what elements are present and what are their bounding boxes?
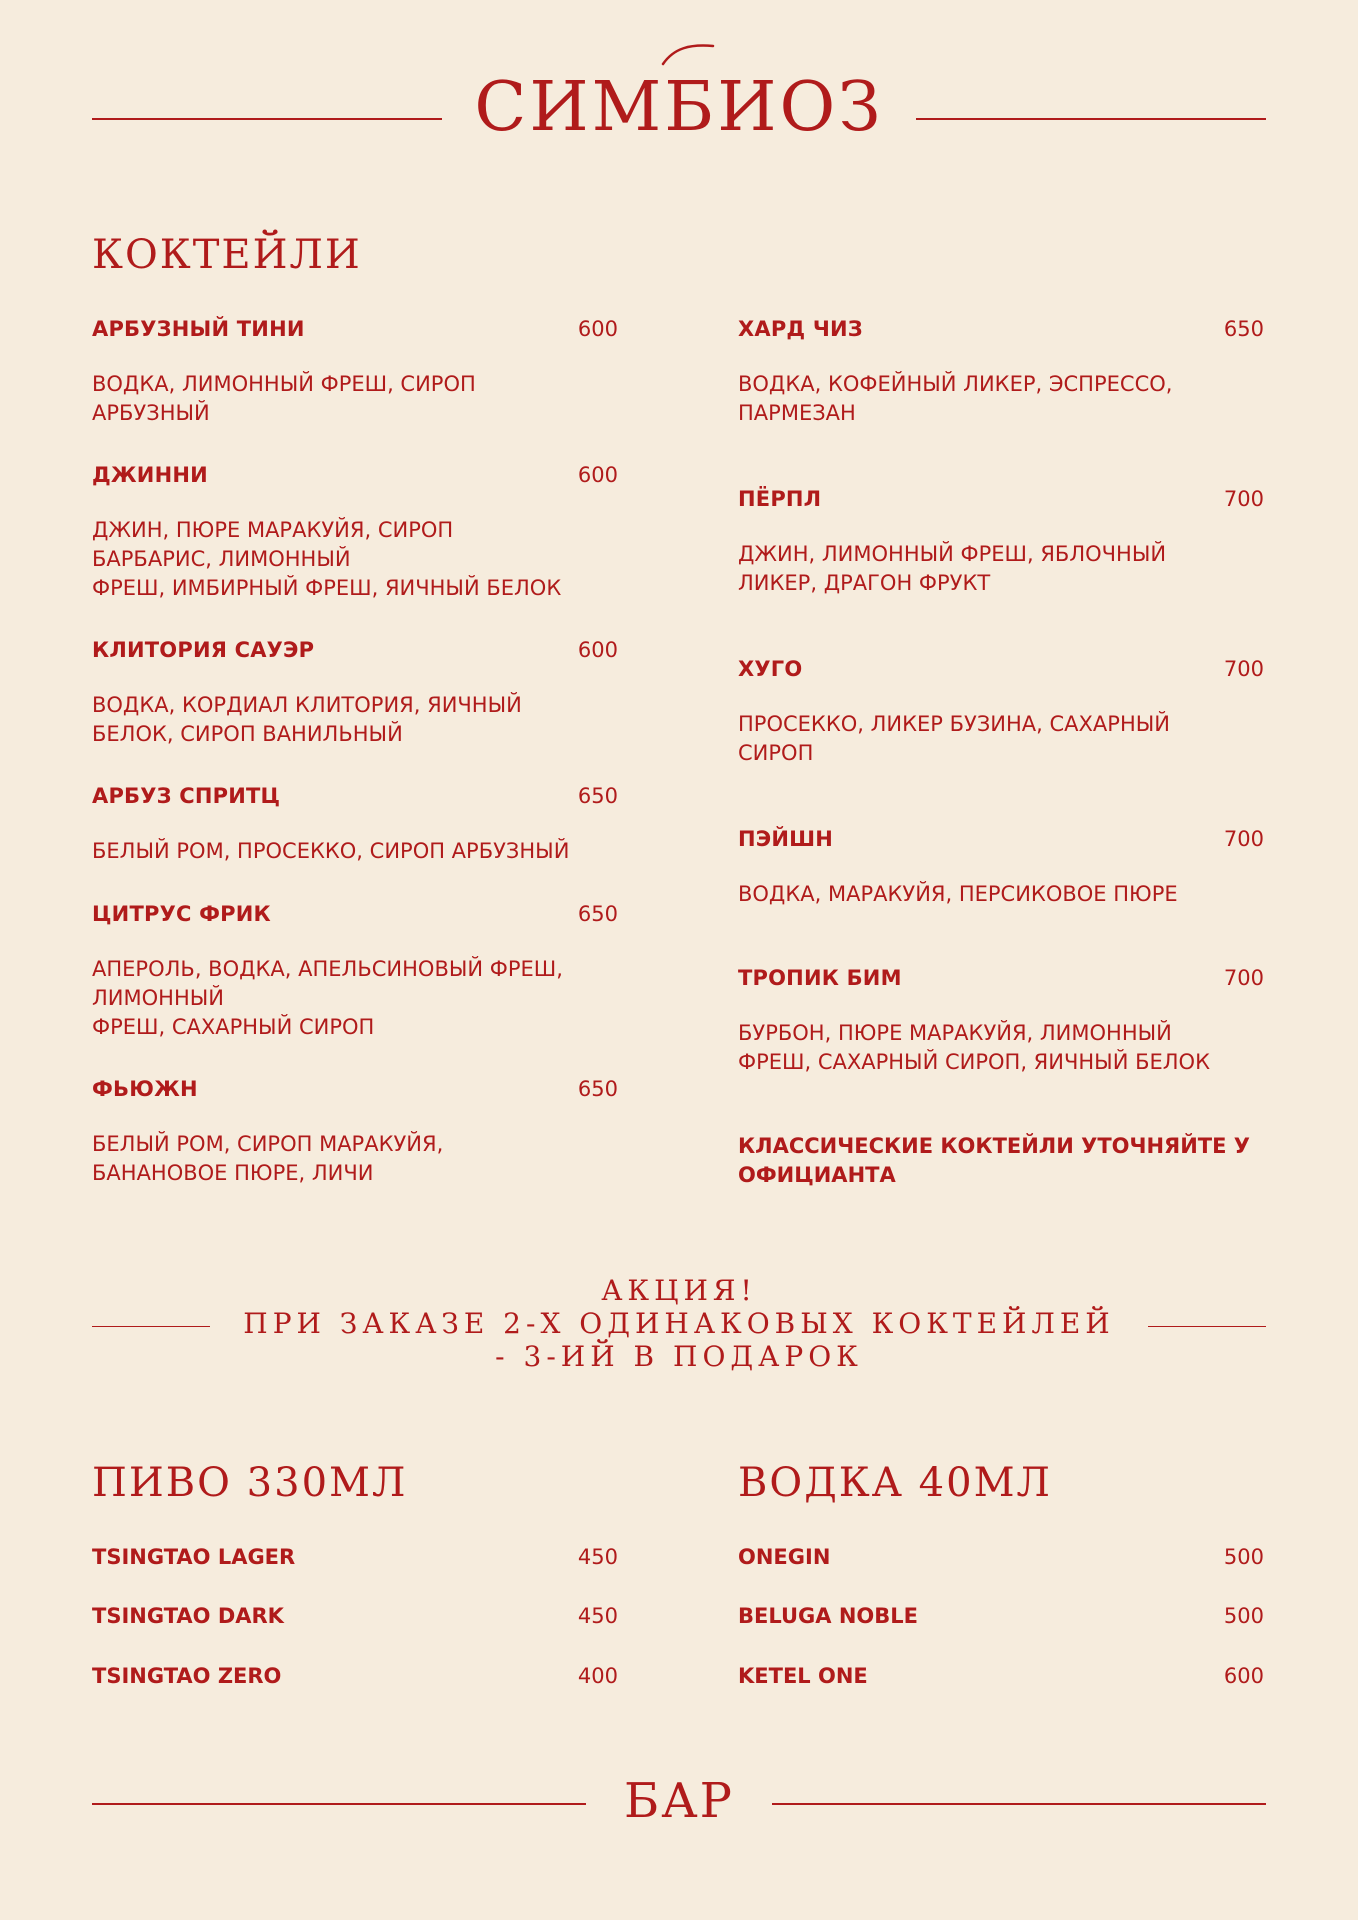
- item-description: АПЕРОЛЬ, ВОДКА, АПЕЛЬСИНОВЫЙ ФРЕШ, ЛИМОННЫЙ ФРЕШ, САХАРНЫЙ СИРОП: [92, 957, 563, 1039]
- promo-banner: [220, 1274, 1138, 1373]
- item-description: ВОДКА, МАРАКУЙЯ, ПЕРСИКОВОЕ ПЮРЕ: [738, 882, 1178, 906]
- item-price: 700: [1223, 657, 1264, 681]
- item-price: 500: [1223, 1545, 1264, 1569]
- promo-rule-left: [92, 1326, 210, 1327]
- item-price: 500: [1223, 1604, 1264, 1628]
- item-price: 650: [577, 1077, 618, 1101]
- item-name: ONEGIN: [738, 1545, 831, 1569]
- header-rule-left: [92, 118, 442, 120]
- item-description: ДЖИН, ПЮРЕ МАРАКУЙЯ, СИРОП БАРБАРИС, ЛИМОННЫЙ ФРЕШ, ИМБИРНЫЙ ФРЕШ, ЯИЧНЫЙ БЕЛОК: [92, 518, 562, 600]
- item-description: ПРОСЕККО, ЛИКЕР БУЗИНА, САХАРНЫЙ СИРОП: [738, 712, 1170, 765]
- item-name: TSINGTAO LAGER: [92, 1545, 296, 1569]
- beer-item: [92, 1599, 618, 1633]
- item-price: 450: [577, 1604, 618, 1628]
- item-name: TSINGTAO ZERO: [92, 1664, 282, 1688]
- cocktail-item: [92, 899, 618, 1042]
- brand-logo: СИМБИОЗ: [474, 68, 884, 147]
- cocktail-item: [92, 460, 618, 603]
- item-name: ТРОПИК БИМ: [738, 966, 902, 990]
- item-name: ПЁРПЛ: [738, 487, 822, 511]
- item-name: ПЭЙШН: [738, 827, 834, 851]
- item-name: АРБУЗ СПРИТЦ: [92, 784, 281, 808]
- item-description: БУРБОН, ПЮРЕ МАРАКУЙЯ, ЛИМОННЫЙ ФРЕШ, САХАРНЫЙ СИРОП, ЯИЧНЫЙ БЕЛОК: [738, 1021, 1210, 1074]
- item-price: 600: [577, 463, 618, 487]
- vodka-item: [738, 1659, 1264, 1693]
- cocktail-item: [738, 824, 1264, 909]
- footer-title-bar: БАР: [624, 1773, 734, 1829]
- item-name: ДЖИННИ: [92, 463, 208, 487]
- footer-rule-left: [92, 1803, 586, 1805]
- vodka-item: [738, 1599, 1264, 1633]
- header-rule-right: [916, 118, 1266, 120]
- item-name: ЦИТРУС ФРИК: [92, 902, 271, 926]
- promo-line-3: - 3-ИЙ В ПОДАРОК: [495, 1340, 863, 1373]
- cocktail-item: [738, 654, 1264, 768]
- section-title-beer: ПИВО 330МЛ: [92, 1460, 408, 1506]
- cocktail-item: [92, 314, 618, 428]
- item-description: ВОДКА, ЛИМОННЫЙ ФРЕШ, СИРОП АРБУЗНЫЙ: [92, 372, 476, 425]
- item-price: 700: [1223, 487, 1264, 511]
- footer-rule-right: [772, 1803, 1266, 1805]
- beer-item: [92, 1659, 618, 1693]
- item-description: БЕЛЫЙ РОМ, ПРОСЕККО, СИРОП АРБУЗНЫЙ: [92, 839, 570, 863]
- item-description: БЕЛЫЙ РОМ, СИРОП МАРАКУЙЯ, БАНАНОВОЕ ПЮРЕ, ЛИЧИ: [92, 1132, 444, 1185]
- cocktail-item: [738, 963, 1264, 1077]
- item-name: BELUGA NOBLE: [738, 1604, 918, 1628]
- item-price: 700: [1223, 827, 1264, 851]
- item-name: ФЬЮЖН: [92, 1077, 198, 1101]
- beer-item: [92, 1540, 618, 1574]
- item-name: КЛИТОРИЯ САУЭР: [92, 638, 315, 662]
- item-price: 600: [577, 317, 618, 341]
- item-price: 650: [577, 784, 618, 808]
- promo-line-2: ПРИ ЗАКАЗЕ 2-Х ОДИНАКОВЫХ КОКТЕЙЛЕЙ: [243, 1307, 1115, 1340]
- item-price: 600: [577, 638, 618, 662]
- promo-rule-right: [1148, 1326, 1266, 1327]
- item-name: ХАРД ЧИЗ: [738, 317, 863, 341]
- item-price: 600: [1223, 1664, 1264, 1688]
- item-description: ДЖИН, ЛИМОННЫЙ ФРЕШ, ЯБЛОЧНЫЙ ЛИКЕР, ДРАГОН ФРУКТ: [738, 542, 1167, 595]
- item-name: TSINGTAO DARK: [92, 1604, 284, 1628]
- promo-line-1: АКЦИЯ!: [601, 1274, 757, 1307]
- item-name: KETEL ONE: [738, 1664, 868, 1688]
- item-description: ВОДКА, КОФЕЙНЫЙ ЛИКЕР, ЭСПРЕССО, ПАРМЕЗАН: [738, 372, 1173, 425]
- cocktail-item: [738, 484, 1264, 598]
- cocktail-item: [738, 314, 1264, 428]
- item-description: ВОДКА, КОРДИАЛ КЛИТОРИЯ, ЯИЧНЫЙ БЕЛОК, СИРОП ВАНИЛЬНЫЙ: [92, 693, 522, 746]
- item-price: 650: [1223, 317, 1264, 341]
- section-title-vodka: ВОДКА 40МЛ: [738, 1460, 1052, 1506]
- item-price: 450: [577, 1545, 618, 1569]
- item-price: 400: [577, 1664, 618, 1688]
- classic-cocktails-note: КЛАССИЧЕСКИЕ КОКТЕЙЛИ УТОЧНЯЙТЕ У ОФИЦИАНТА: [738, 1134, 1250, 1187]
- item-name: АРБУЗНЫЙ ТИНИ: [92, 317, 305, 341]
- section-title-cocktails: КОКТЕЙЛИ: [92, 232, 362, 278]
- item-price: 700: [1223, 966, 1264, 990]
- item-price: 650: [577, 902, 618, 926]
- cocktail-item: [92, 1074, 618, 1188]
- vodka-item: [738, 1540, 1264, 1574]
- cocktail-item: [92, 635, 618, 749]
- cocktail-item: [92, 781, 618, 866]
- item-name: ХУГО: [738, 657, 803, 681]
